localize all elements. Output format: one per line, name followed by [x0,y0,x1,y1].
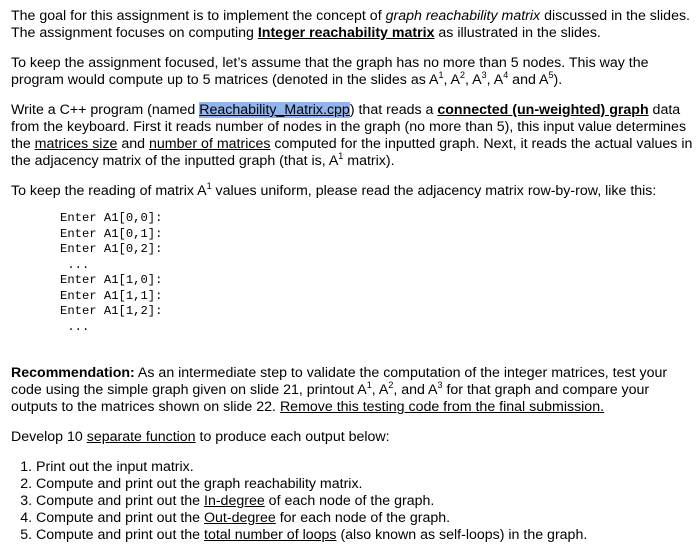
superscript: 1 [438,70,444,80]
superscript: 3 [481,70,487,80]
text: matrix). [343,153,395,169]
superscript: 4 [503,70,509,80]
code-line: Enter A1[1,0]: [60,273,163,287]
code-line: ... [60,319,90,334]
code-line: Enter A1[0,1]: [60,226,163,241]
text: and [117,136,150,152]
superscript: 2 [388,380,394,390]
text: ). [553,72,563,88]
underlined-text: total number of loops [204,527,337,543]
text: Compute and print out the [36,510,204,526]
list-item [36,527,695,544]
text: of each node of the graph. [264,493,435,509]
text: and A [508,72,549,88]
text: for that graph and compare your outputs to the matrices shown on slide 22. [11,382,650,415]
develop-paragraph [11,429,695,446]
code-line: Enter A1[0,2]: [60,242,163,256]
text: Compute and print out the graph reachability matrix. [36,476,363,492]
program-paragraph [11,102,695,170]
text: for each node of the graph. [275,510,451,526]
text: values uniform, please read the adjacency matrix row-by-row, like this: [211,183,657,199]
superscript: 1 [366,380,372,390]
text: , and A [393,382,438,398]
text: As an intermediate step to validate the computation of the integer matrices, test your code using the simple graph given on slide 21, printout A [11,365,668,398]
text: Compute and print out the [36,493,204,509]
text: The goal for this assignment is to implement the concept of [11,8,386,24]
superscript: 2 [460,70,466,80]
text: , A [443,72,461,88]
code-sample [60,211,695,335]
scope-paragraph [11,55,695,89]
code-line: Enter A1[1,1]: [60,288,163,303]
underlined-text: matrices size [34,136,118,152]
code-line: Enter A1[0,0]: [60,211,163,225]
code-line: Enter A1[1,2]: [60,304,163,318]
superscript: 3 [437,380,443,390]
superscript: 5 [548,70,554,80]
text: (also known as self-loops) in the graph. [336,527,588,543]
text: To keep the assignment focused, let’s assume that the graph has no more than 5 nodes. This way the program would compute up to 5 matrices (denoted in the slides as A [11,55,649,88]
text: data from the keyboard. First it reads number of nodes in the graph (no more than 5), this input value determines the [11,102,687,152]
text: Compute and print out the [36,527,204,543]
emphasis-text: connected (un-weighted) graph [437,102,649,118]
underlined-text: Out-degree [204,510,276,526]
underlined-text: In-degree [204,493,265,509]
input-order-paragraph [11,183,695,200]
superscript: 1 [206,181,212,191]
emphasis-text: Integer reachability matrix [257,25,435,41]
underlined-text: Remove this testing code from the final submission. [279,399,605,415]
selected-filename[interactable]: Reachability_Matrix.cpp [199,102,350,118]
text: To keep the reading of matrix A [11,183,207,199]
list-item [36,510,695,527]
text: , A [371,382,389,398]
recommendation-label: Recommendation: [11,365,135,381]
text: Print out the input matrix. [36,459,194,475]
list-item [36,459,695,476]
text: as illustrated in the slides. [434,25,601,41]
text: ) that reads a [349,102,438,118]
text: , A [465,72,482,88]
output-list [11,459,695,544]
text: Write a C++ program (named [11,102,200,118]
code-line: ... [60,257,90,272]
text: to produce each output below: [195,429,390,445]
text: Develop 10 [11,429,87,445]
recommendation-paragraph [11,365,695,416]
superscript: 1 [338,151,344,161]
emphasis-text: graph reachability matrix [385,8,541,24]
list-item [36,476,695,493]
list-item [36,493,695,510]
underlined-text: number of matrices [149,136,271,152]
underlined-text: separate function [86,429,196,445]
intro-paragraph [11,8,695,42]
document-page [11,8,695,544]
text: , A [486,72,504,88]
text: computed for the inputted graph. Next, it reads the actual values in the adjacency matrix of the inputted graph (that is, A [11,136,693,169]
text: discussed in the slides. The assignment focuses on computing [11,8,690,41]
